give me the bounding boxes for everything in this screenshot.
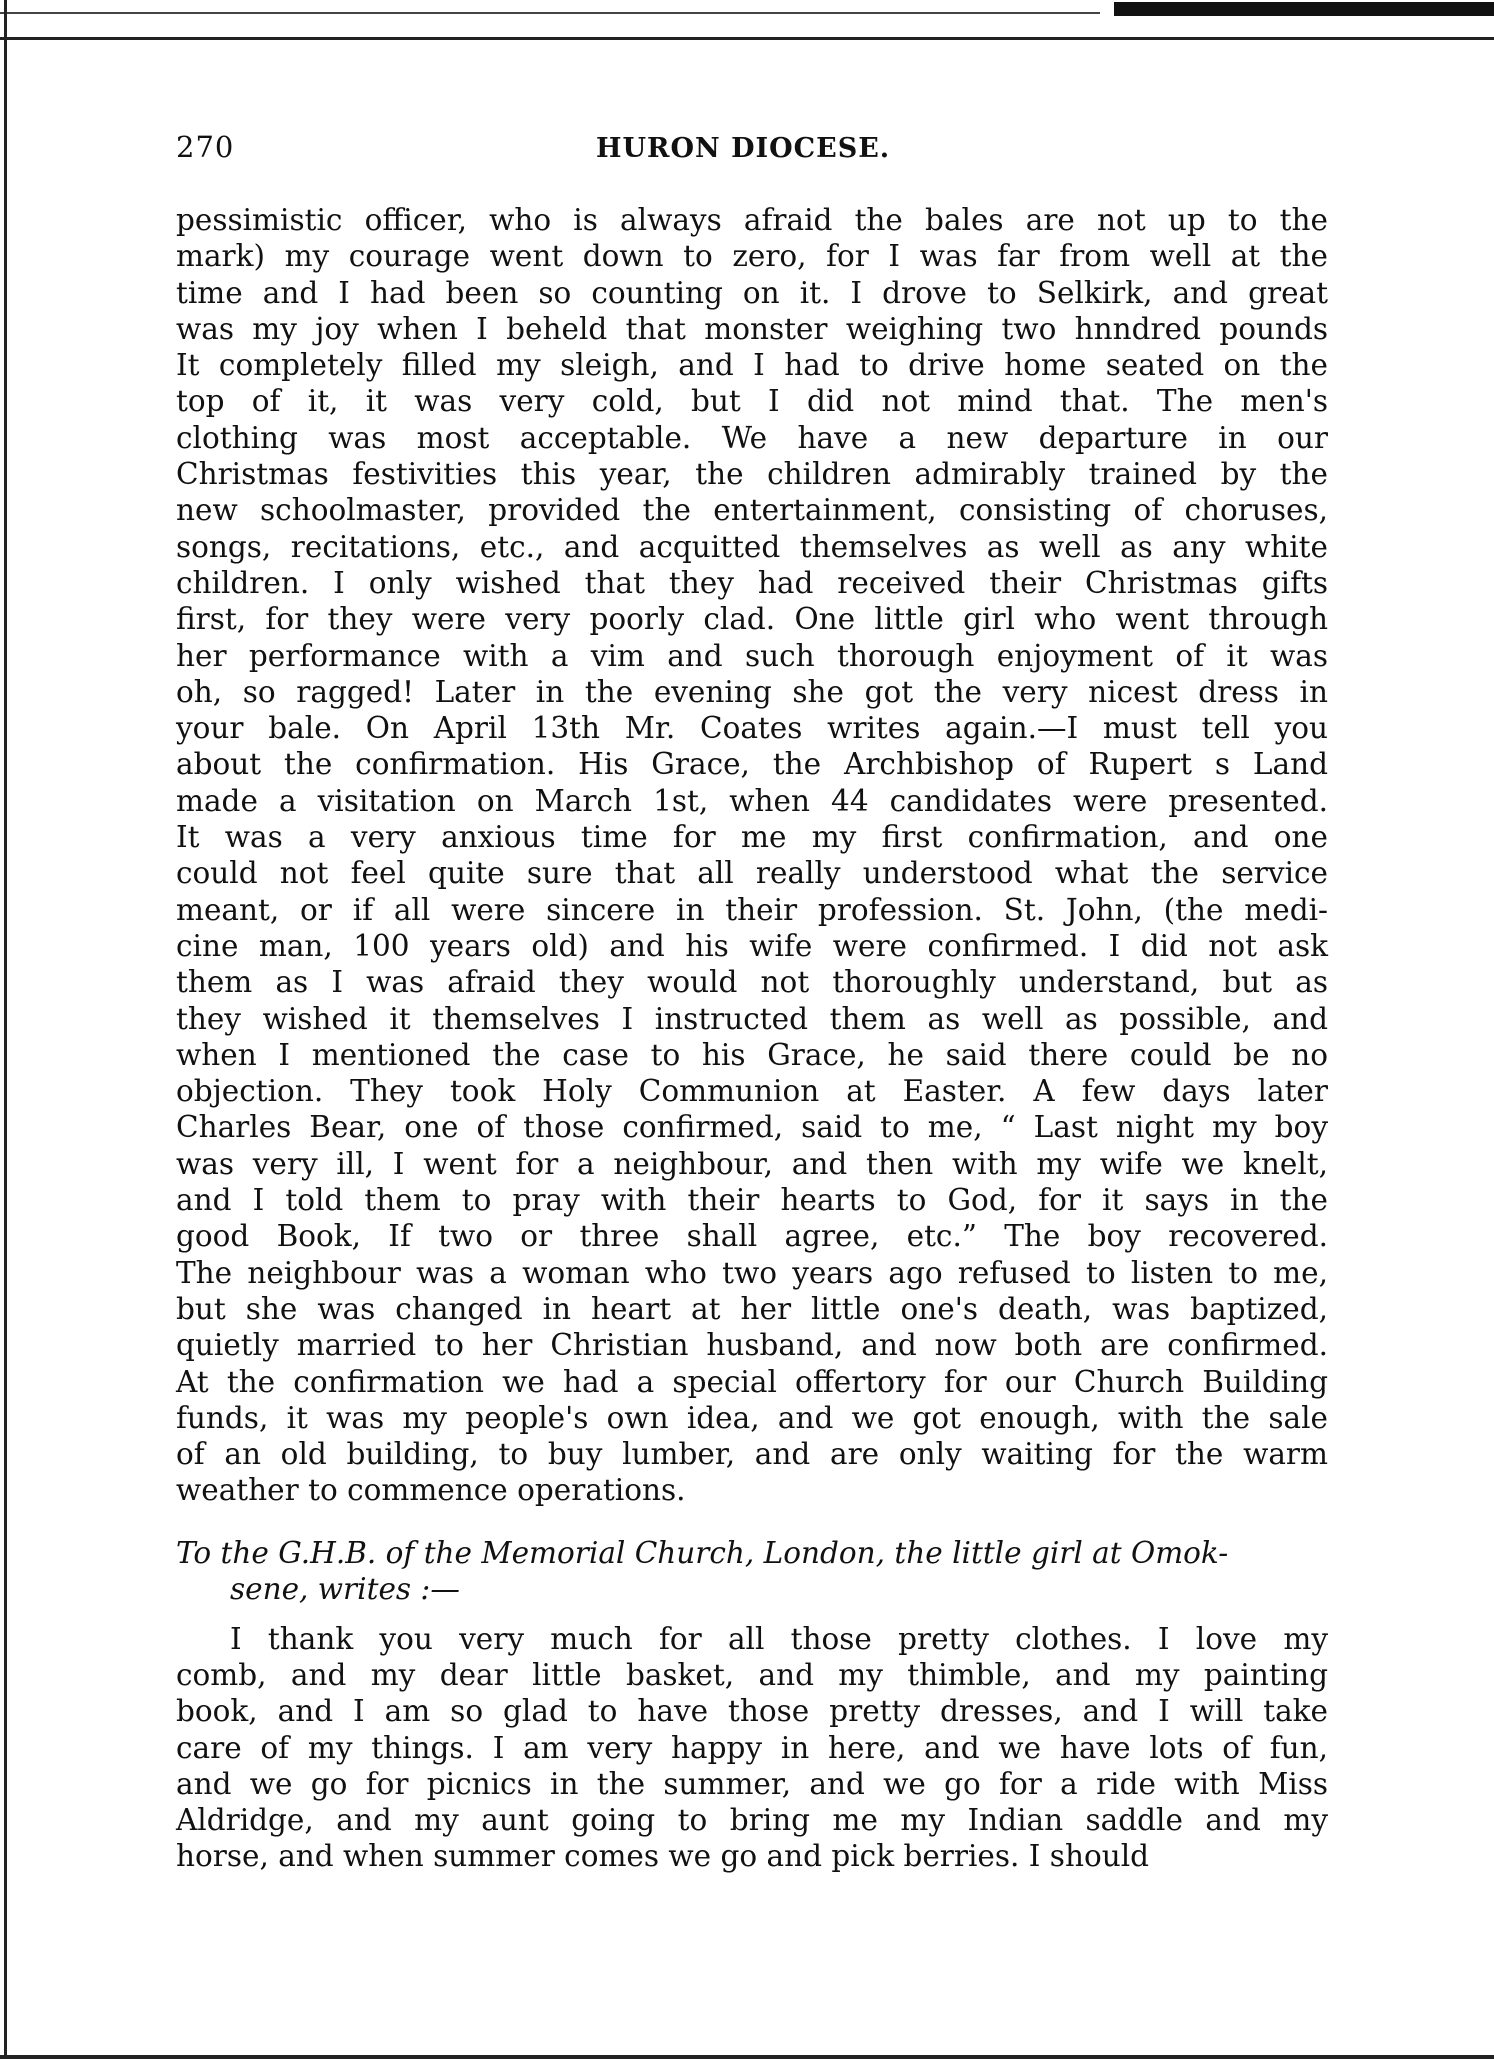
text-line: when I mentioned the case to his Grace, he said there could be no [176,1037,1328,1072]
running-head: HURON DIOCESE. [596,133,891,164]
text-line: first, for they were very poorly clad. One little girl who went through [176,602,1328,637]
text-line: made a visitation on March 1st, when 44 candidates were presented. [176,783,1328,818]
text-line: meant, or if all were sincere in their profession. St. John, (the medi- [176,892,1328,927]
heading-line: sene, writes :— [230,1571,460,1606]
text-line: of an old building, to buy lumber, and are only waiting for the warm [176,1437,1328,1472]
text-line: It was a very anxious time for me my first confirmation, and one [176,820,1328,855]
scan-edge-bottom [0,2055,1494,2059]
text-line: her performance with a vim and such thorough enjoyment of it was [176,638,1328,673]
text-line: them as I was afraid they would not thoroughly understand, but as [176,965,1328,1000]
scan-artifact-bar [1114,2,1494,16]
text-line: was very ill, I went for a neighbour, and then with my wife we knelt, [176,1146,1328,1181]
text-line: Charles Bear, one of those confirmed, said to me, “ Last night my boy [176,1110,1328,1145]
text-line: clothing was most acceptable. We have a new departure in our [176,420,1328,455]
text-line: pessimistic officer, who is always afraid the bales are not up to the [176,203,1328,237]
text-line: oh, so ragged! Later in the evening she got the very nicest dress in [176,674,1328,709]
text-line: I thank you very much for all those pretty clothes. I love my [230,1621,1328,1656]
heading-line: To the G.H.B. of the Memorial Church, London, the little girl at Omok- [176,1535,1229,1570]
text-line: but she was changed in heart at her little one's death, was baptized, [176,1291,1328,1326]
text-line: and I told them to pray with their hearts to God, for it says in the [176,1183,1328,1218]
text-line: Aldridge, and my aunt going to bring me my Indian saddle and my [176,1803,1328,1838]
book-page [176,130,1328,1875]
text-line: Christmas festivities this year, the children admirably trained by the [176,457,1328,492]
text-line: cine man, 100 years old) and his wife were confirmed. I did not ask [176,928,1328,963]
letter-paragraph [176,1621,1328,1875]
text-line: weather to commence operations. [176,1473,686,1508]
text-line: and we go for picnics in the summer, and we go for a ride with Miss [176,1766,1328,1801]
text-line: It completely filled my sleigh, and I had to drive home seated on the [176,348,1328,383]
text-line: they wished it themselves I instructed them as well as possible, and [176,1001,1328,1036]
text-line: comb, and my dear little basket, and my thimble, and my painting [176,1657,1328,1692]
text-line: quietly married to her Christian husband, and now both are confirmed. [176,1328,1328,1363]
text-line: your bale. On April 13th Mr. Coates writes again.—I must tell you [176,711,1328,746]
text-line: new schoolmaster, provided the entertainment, consisting of choruses, [176,493,1328,528]
text-line: funds, it was my people's own idea, and we got enough, with the sale [176,1400,1328,1435]
page-number: 270 [176,130,235,164]
text-line: book, and I am so glad to have those pretty dresses, and I will take [176,1694,1328,1729]
text-line: could not feel quite sure that all really understood what the service [176,856,1328,891]
page-header [176,130,1328,180]
text-line: care of my things. I am very happy in here, and we have lots of fun, [176,1730,1328,1765]
text-line: children. I only wished that they had received their Christmas gifts [176,565,1328,600]
text-line: mark) my courage went down to zero, for I was far from well at the [176,239,1328,274]
text-line: time and I had been so counting on it. I drove to Selkirk, and great [176,275,1328,310]
scan-edge-left [4,0,7,2059]
text-line: songs, recitations, etc., and acquitted themselves as well as any white [176,529,1328,564]
text-line: horse, and when summer comes we go and pick berries. I should [176,1839,1150,1874]
text-line: good Book, If two or three shall agree, etc.” The boy recovered. [176,1219,1328,1254]
text-line: objection. They took Holy Communion at Easter. A few days later [176,1074,1328,1109]
text-line: was my joy when I beheld that monster weighing two hnndred pounds [176,311,1328,346]
text-line: about the confirmation. His Grace, the Archbishop of Rupert s Land [176,747,1328,782]
main-paragraph [176,202,1328,1509]
text-line: At the confirmation we had a special offertory for our Church Building [176,1364,1328,1399]
scan-artifact-line [0,12,1100,14]
text-line: The neighbour was a woman who two years ago refused to listen to me, [176,1255,1328,1290]
scan-edge-top [0,0,1494,40]
letter-heading [176,1535,1328,1607]
text-line: top of it, it was very cold, but I did not mind that. The men's [176,384,1328,419]
